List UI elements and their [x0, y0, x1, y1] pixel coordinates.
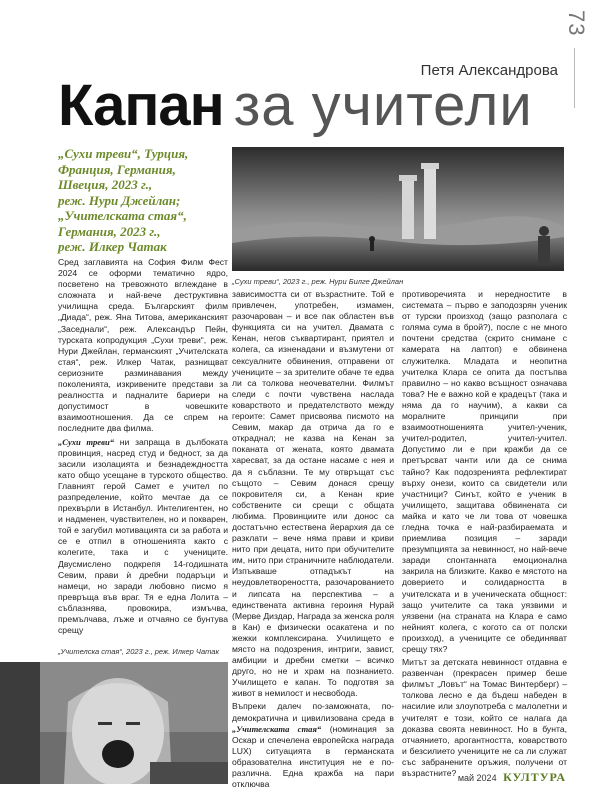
paragraph: Митът за детската невинност отдавна е развенчан (прекрасен пример беше филмът „Ловът“ на Томас Винтерберг) – толкова лесно е да бъдеш набеден в насилие или злоупотреба с малолетни и учителят е този, който се налага да доказва своята невинност. Но в бунта, отчаянието, арогантността, коварството и безсилието учениците не са ли служат със забранените оръжия, получени от възрастните? [402, 657, 567, 779]
lead-line: реж. Нури Джейлан; [58, 192, 181, 208]
magazine-name: КУЛТУРА [503, 770, 566, 784]
lead-line: Франция, Германия, [58, 161, 176, 177]
issue-date: май 2024 [457, 773, 497, 783]
paragraph-text: (номинация за Оскар и спечелена европейска награда LUX) ситуацията в германската образователна институция не е по-различна. Една кражба на пари отключва [232, 723, 394, 790]
paragraph-text: Въпреки далеч по-заможната, по-демократична и цивилизована среда в [232, 701, 394, 723]
article-column-1 [58, 257, 228, 638]
paragraph: зависимостта си от възрастните. Той е привлечен, употребен, измамен, разочарован – и все пак областен във функцията си на учител. Двамата с Кенан, негов съквартирант, приятел и колега, са изненадани и възмутени от сексуалните обвинения, отправени от учениците – за зрителите обаче те едва ли са толкова неочевателни. Филмът следи с почти чувствена наслада коварството и предателството между героите: Самет присвоява писмото на Севим, макар да отрича да го е откраднал; не казва на Кенан за поканата от жената, която двамата харесват, за да остане насаме с нея и да я съблазни. Те му отвръщат със същото – Севим донася срещу покровителя си, а Кенан крие собствените си срещи с общата любима. Провинциите или донос са достатъчно естествена йерархия да се разклати – вече няма прави и криви нито при децата, нито при обучителите им, нито при страничните наблюдатели. Изпъкваше отпадъкът на неудовлетвореността, разочарованието и липсата на перспектива – а единствената активна героиня Нурай (Мерве Дизда͏р, Награда за женска роля в Кан) е физически осакатена и по жежки комплексирана. Училището е място на подозрения, интриги, завист, амбиции и дребни сметки – всичко друго, но не и храм на познанието. Училището е капан. То подготвя за живот в немилост и несвобода. [232, 289, 394, 699]
page-number-rule [574, 48, 575, 108]
title-light: за учители [233, 73, 533, 138]
paragraph: противоречията и нередностите в системата – първо е заподозрян ученик от турски произход (защо разполага с голяма сума в брой?), после с не много почтени средства (скрито снимане с камерата на лаптоп) е обвинена служителка. Младата и неопитна учителка Клара се опита да постъпва правилно – но какво всъщност означава това? Не е важно кой е крадецът (така и няма да го научим), а какви са моралните принципи при взаимоотношенията учител-ученик, учител-родител, учител-учител. Допустимо ли е при кражби да се претърсват чанти или да се снима тайно? Как подозренията рефлектират върху онези, които са свидетели или участници? Синът, който е ученик в училището, защитава обвинената си майка и като че ли това от човешка гледна точка е най-разбираемата и приемлива позиция – заради презумпцията за невинност, но най-вече заради спонтанната емоционална закрила на близките. Какво е мястото на доверието и солидарността в учителската и в ученическата общност: защо учителите са така уязвими и уязвени (на страната на Клара е само нейният колега, с когото са от полски произход), а учениците се обединяват срещу тях? [402, 289, 567, 654]
paragraph [232, 701, 394, 790]
photo1-caption: „Сухи треви“, 2023 г., реж. Нури Билге Джейлан [232, 277, 404, 286]
article-column-3 [402, 289, 567, 781]
title-bold: Капан [58, 73, 224, 138]
film-title-inline: „Учителската стая“ [232, 723, 322, 734]
author-name: Петя Александрова [420, 62, 558, 79]
lead-line: Германия, 2023 г., [58, 223, 161, 239]
film-credits-lead [58, 146, 226, 255]
lead-line: реж. Илкер Чатак [58, 239, 167, 254]
film-title-inline: „Сухи треви“ [58, 436, 115, 447]
article-column-2 [232, 289, 394, 792]
photo2-caption: „Учителска стая“, 2023 г., реж. Илкер Чатак [58, 647, 220, 656]
article-title [58, 72, 533, 139]
teachers-lounge-film-still-image [0, 662, 228, 784]
lead-line: Швеция, 2023 г., [58, 177, 153, 192]
page-footer [458, 770, 566, 785]
lead-line: „Сухи треви“, Турция, [58, 146, 189, 161]
paragraph [58, 437, 228, 637]
dry-grass-film-still-image [232, 147, 564, 271]
lead-line: „Учителската стая“, [58, 208, 187, 223]
paragraph-text: ни запраща в дълбоката провинция, насред студ и бедност, за да засили изолацията и безнадеждността като общо усещане в турското общество. Главният герой Самет е учител по разпределение, който мечтае да се прехвърли в Истанбул. Интелигентен, но и надменен, чувствителен, но и покварен, той е загубил мотивацията си за работа и се е отпил в отношенията както с колегите, така и с учениците. Двусмислено подкрепя 14-годишната Севим, прави ѝ дребни подаръци и намеци, но заради любовно писмо я превръща във враг. Тя е една Лолита – съблазнява, провокира, измъчва, премълчава, лъже и отчаяно се бунтува срещу [58, 436, 228, 636]
page-number: 73 [564, 10, 589, 37]
paragraph: Сред заглавията на София Филм Фест 2024 се оформи тематично ядро, посветено на тревожното вглеждане в сложната и най-вече деструктивна училищна среда. Българският филм „Диада“, реж. Яна Титова, американският „Заседнали“, реж. Александър Пейн, турската копродукция „Сухи треви“, реж. Нури Джейлан, германският „Учителската стая“, реж. Илкер Чатак, разнищват сериозните разминавания между поколенията, изкривените представи за реалността и падналите бариери на допустимост в човешките взаимоотношения. Да се спрем на последните два филма. [58, 257, 228, 434]
